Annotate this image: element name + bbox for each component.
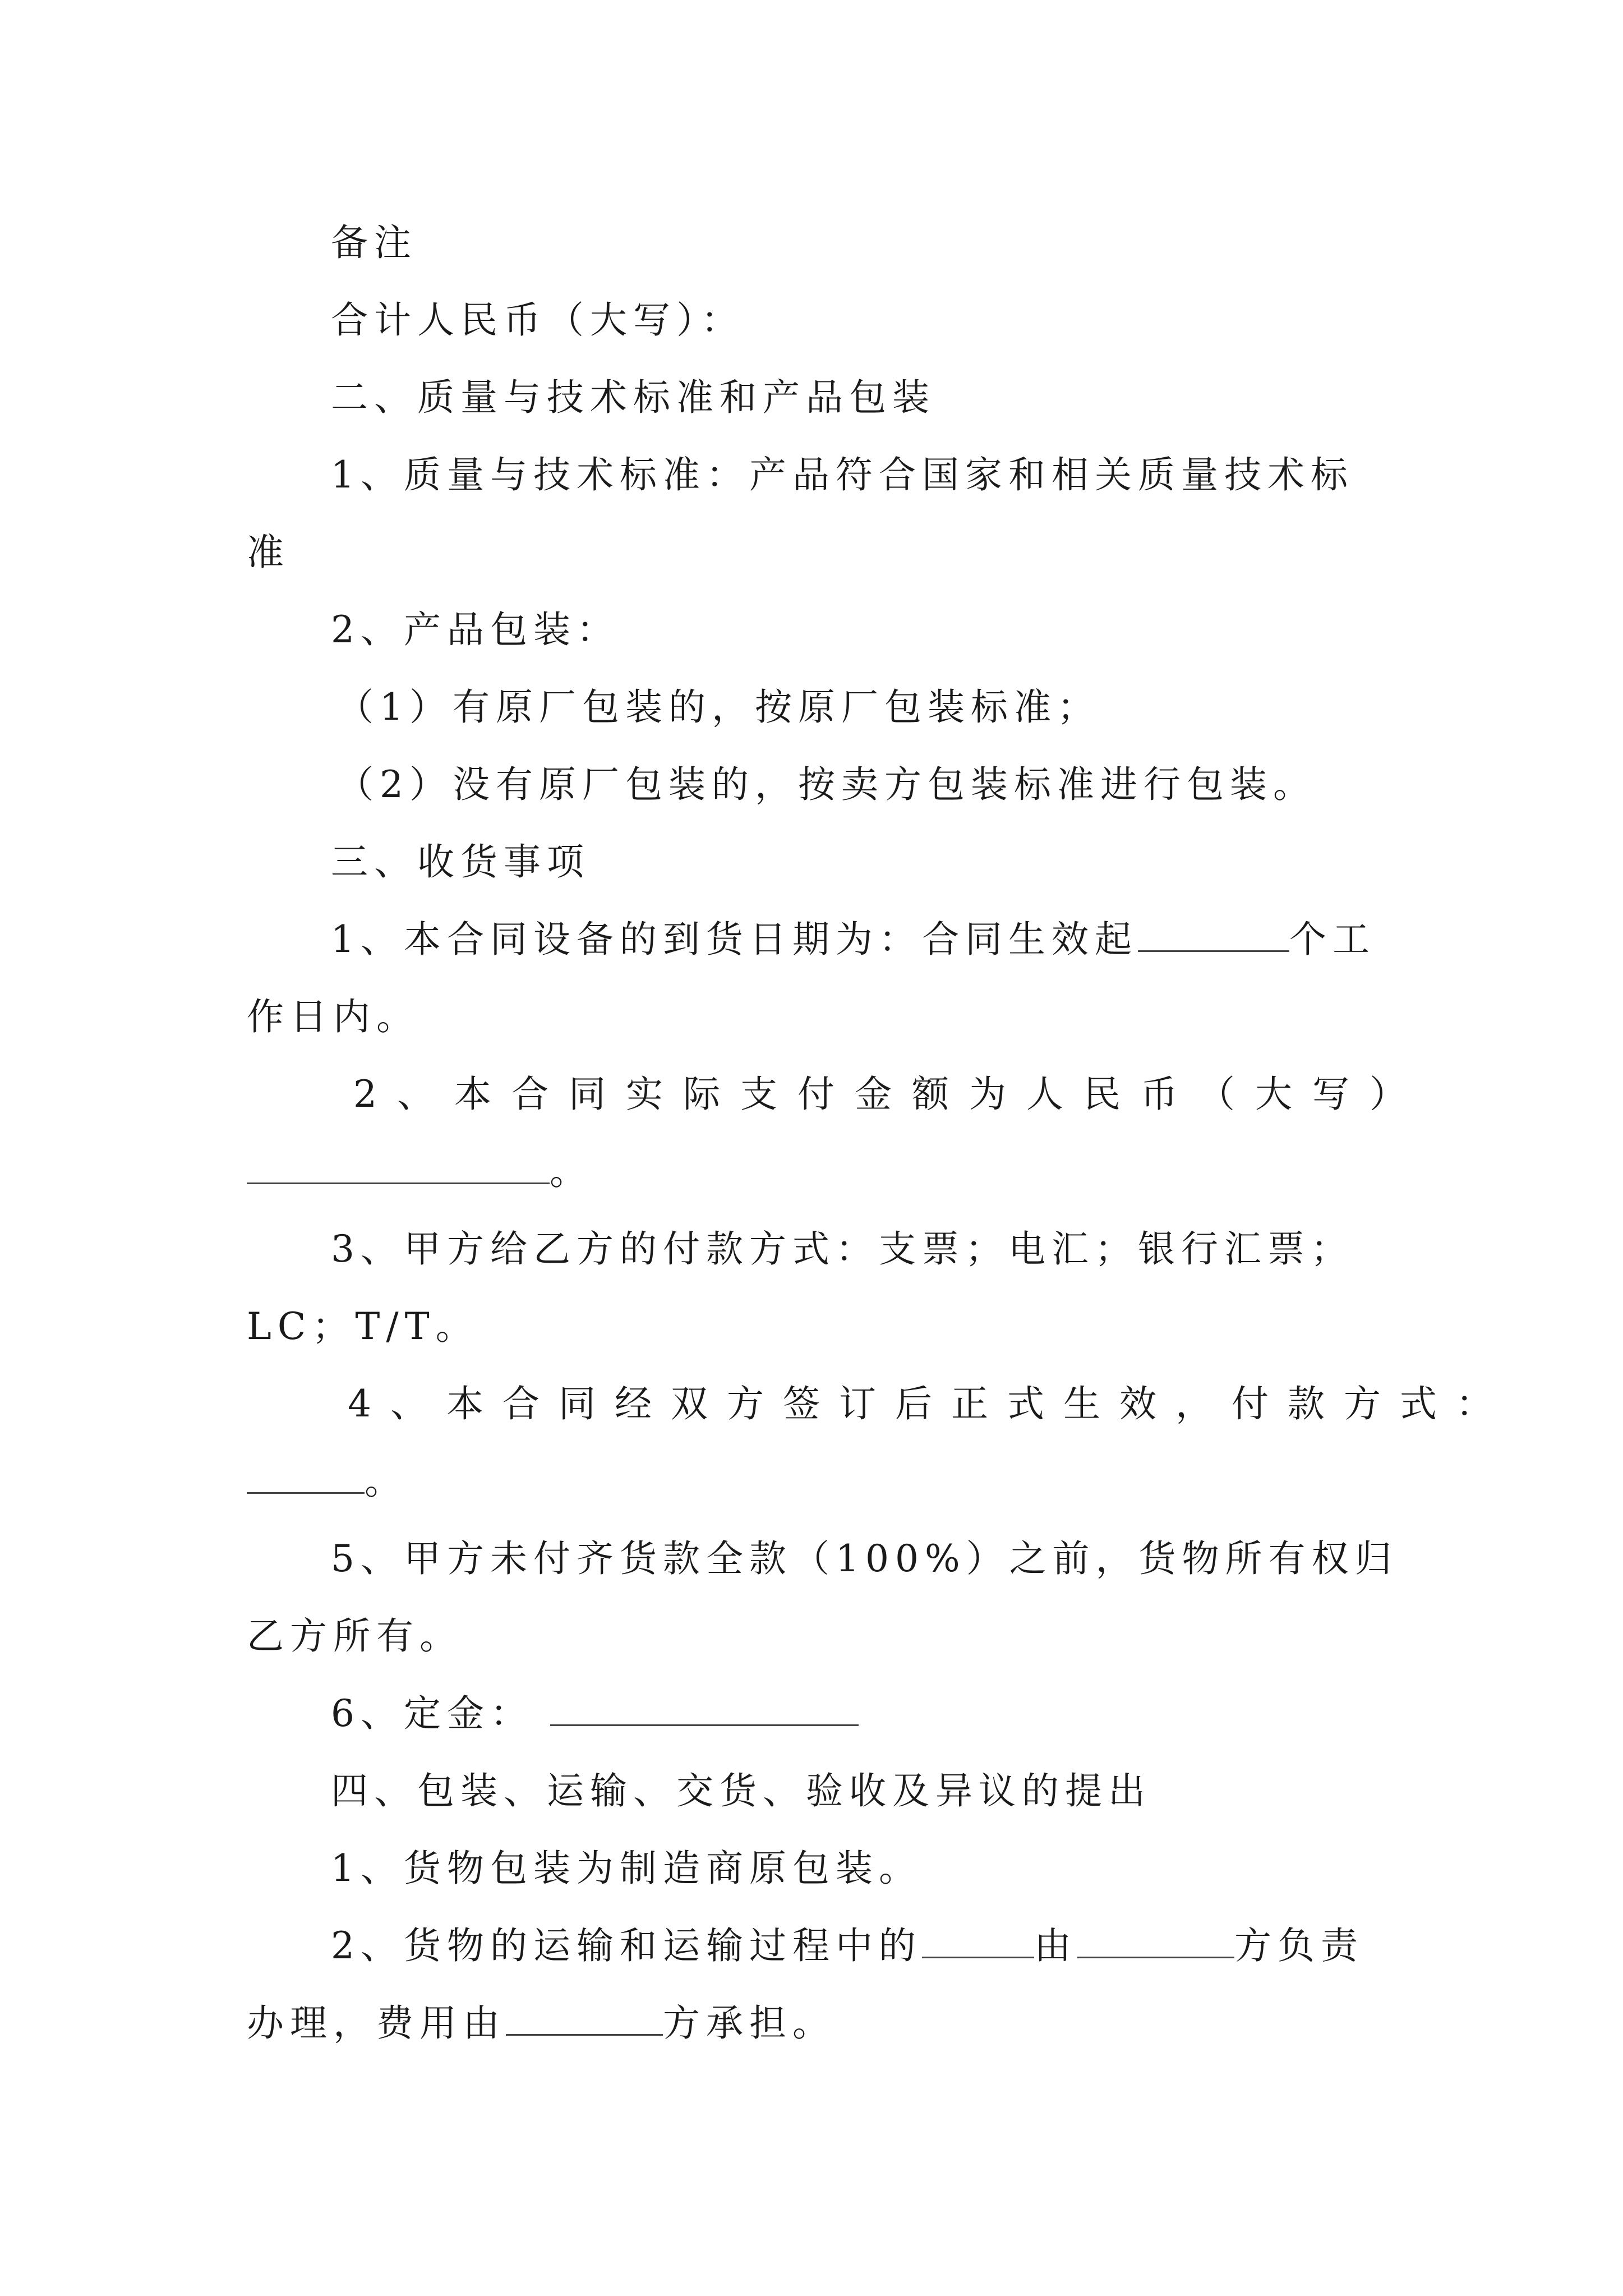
blank-responsible-party[interactable] [1077,1956,1234,1958]
text: 1、货物包装为制造商原包装。 [331,1847,922,1890]
text: 2、本合同实际支付金额为人民币（大写） [353,1073,1427,1116]
blank-cost-party[interactable] [506,2033,663,2036]
text: 准 [247,531,290,574]
text: （2）没有原厂包装的，按卖方包装标准进行包装。 [336,763,1316,806]
text: 方承担。 [663,2001,836,2045]
text: 。 [365,1460,408,1503]
text: 1、质量与技术标准：产品符合国家和相关质量技术标 [331,453,1354,496]
line-packaging [247,608,620,651]
text: 乙方所有。 [247,1614,463,1658]
section-heading-2 [247,376,935,419]
line-payment-amount-cont [247,1150,593,1193]
text: 2、产品包装： [331,608,620,651]
line-packing [247,1847,922,1890]
text: 6、定金： [331,1692,533,1735]
line-total-rmb [247,298,744,342]
line-effective [348,1382,1512,1425]
text: 1、本合同设备的到货日期为：合同生效起 [331,918,1138,961]
line-ownership-cont [247,1614,463,1658]
text: 由 [1034,1924,1077,1967]
text: 5、甲方未付齐货款全款（100%）之前，货物所有权归 [331,1537,1398,1580]
line-packaging-1 [336,685,1100,729]
line-remarks [247,221,417,264]
text: LC；T/T。 [247,1305,479,1348]
line-ownership [247,1537,1398,1580]
text: 2、货物的运输和运输过程中的 [331,1924,922,1967]
line-quality-standard-cont [247,531,290,574]
line-payment-methods-cont [247,1305,479,1348]
text: 备注 [331,221,417,264]
text: 4、本合同经双方签订后正式生效，付款方式： [348,1382,1512,1425]
line-delivery-date [247,918,1376,961]
line-packaging-2 [336,763,1316,806]
text: 。 [550,1150,593,1193]
line-effective-cont [247,1460,408,1503]
line-payment-methods [247,1227,1354,1271]
line-quality-standard [247,453,1354,496]
text: 方负责 [1234,1924,1364,1967]
section-heading-4 [247,1769,1151,1812]
text: 作日内。 [247,995,419,1038]
text: 个工 [1289,918,1376,961]
text: 3、甲方给乙方的付款方式：支票；电汇；银行汇票； [331,1227,1354,1271]
line-transport-cont [247,2001,836,2045]
blank-deposit[interactable] [550,1724,859,1726]
blank-payment-method[interactable] [247,1492,365,1494]
text: 四、包装、运输、交货、验收及异议的提出 [331,1769,1151,1812]
text: 三、收货事项 [331,840,590,884]
line-payment-amount [353,1073,1427,1116]
section-heading-3 [247,840,590,884]
blank-transport-item[interactable] [922,1956,1034,1958]
text: 二、质量与技术标准和产品包装 [331,376,935,419]
blank-workdays[interactable] [1138,950,1289,952]
text: 办理，费用由 [247,2001,506,2045]
text: 合计人民币（大写）： [331,298,744,342]
line-transport [247,1924,1364,1967]
line-deposit [247,1692,859,1735]
blank-amount[interactable] [247,1182,550,1184]
text: （1）有原厂包装的，按原厂包装标准； [336,685,1100,729]
line-delivery-date-cont [247,995,419,1038]
